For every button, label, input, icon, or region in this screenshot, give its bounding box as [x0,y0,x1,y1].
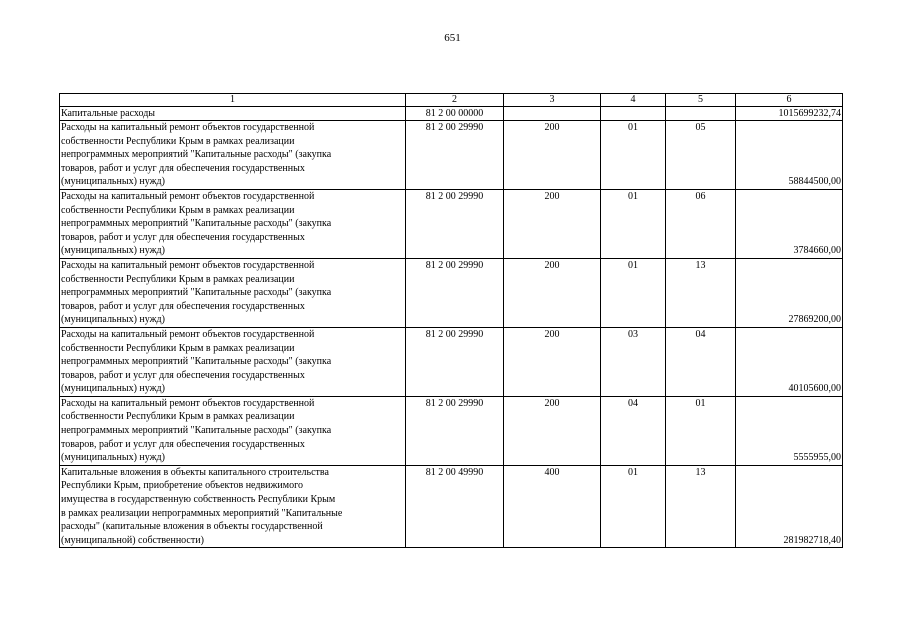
header-col-1: 1 [60,94,406,107]
header-col-4: 4 [601,94,666,107]
row-name-line: непрограммных мероприятий "Капитальные расходы" (закупка [61,149,332,161]
row-pr [666,107,736,121]
row-rz: 01 [601,189,666,258]
row-name-line: товаров, работ и услуг для обеспечения государственных [61,162,305,174]
row-name-line: (муниципальной) собственности) [61,534,204,546]
row-vr: 200 [504,258,601,327]
row-name-line: (муниципальных) нужд) [61,314,165,326]
row-amount: 3784660,00 [736,189,843,258]
row-pr: 13 [666,465,736,548]
row-name-line: непрограммных мероприятий "Капитальные расходы" (закупка [61,287,332,299]
row-name-line: Расходы на капитальный ремонт объектов государственной [61,259,315,271]
row-vr: 400 [504,465,601,548]
row-name-line: Расходы на капитальный ремонт объектов государственной [61,190,315,202]
row-code: 81 2 00 29990 [406,121,504,190]
table-row [60,107,843,121]
row-name-line: (муниципальных) нужд) [61,245,165,257]
row-name-line: собственности Республики Крым в рамках реализации [61,204,295,216]
row-name-line: (муниципальных) нужд) [61,452,165,464]
row-amount: 40105600,00 [736,327,843,396]
row-vr: 200 [504,327,601,396]
row-name-line: товаров, работ и услуг для обеспечения государственных [61,231,305,243]
row-amount: 5555955,00 [736,396,843,465]
row-name-line: собственности Республики Крым в рамках реализации [61,273,295,285]
table-row [60,189,843,258]
page-number: 651 [444,32,461,44]
row-name-line: Республики Крым, приобретение объектов недвижимого [61,480,303,492]
row-name-line: в рамках реализации непрограммных мероприятий "Капитальные [61,507,343,519]
row-rz: 01 [601,121,666,190]
row-name-line: Капитальные расходы [61,108,156,119]
row-amount: 1015699232,74 [736,107,843,121]
row-amount: 27869200,00 [736,258,843,327]
row-name-line: Капитальные вложения в объекты капитального строительства [61,466,329,478]
row-name-line: собственности Республики Крым в рамках реализации [61,342,295,354]
row-rz: 01 [601,465,666,548]
row-name-line: Расходы на капитальный ремонт объектов государственной [61,122,315,133]
row-pr: 05 [666,121,736,190]
row-pr: 13 [666,258,736,327]
row-name-line: Расходы на капитальный ремонт объектов государственной [61,397,315,409]
row-rz: 04 [601,396,666,465]
row-name-line: собственности Республики Крым в рамках реализации [61,135,295,147]
row-name [60,189,406,258]
header-col-2: 2 [406,94,504,107]
row-name-line: имущества в государственную собственность Республики Крым [61,494,336,506]
row-amount: 281982718,40 [736,465,843,548]
row-name [60,121,406,190]
row-name-line: непрограммных мероприятий "Капитальные расходы" (закупка [61,218,332,230]
row-code: 81 2 00 29990 [406,258,504,327]
row-pr: 06 [666,189,736,258]
row-name-line: непрограммных мероприятий "Капитальные расходы" (закупка [61,356,332,368]
row-name-line: (муниципальных) нужд) [61,383,165,395]
header-col-3: 3 [504,94,601,107]
table-row [60,121,843,190]
row-pr: 01 [666,396,736,465]
row-pr: 04 [666,327,736,396]
row-name-line: товаров, работ и услуг для обеспечения государственных [61,300,305,312]
row-code: 81 2 00 00000 [406,107,504,121]
table-row [60,258,843,327]
row-vr: 200 [504,121,601,190]
row-name-line: Расходы на капитальный ремонт объектов государственной [61,328,315,340]
header-col-6: 6 [736,94,843,107]
row-name-line: (муниципальных) нужд) [61,176,165,188]
row-name-line: товаров, работ и услуг для обеспечения государственных [61,438,305,450]
row-name-line: расходы" (капитальные вложения в объекты государственной [61,521,323,533]
row-name-line: непрограммных мероприятий "Капитальные расходы" (закупка [61,425,332,437]
row-name [60,327,406,396]
row-rz: 03 [601,327,666,396]
row-amount: 58844500,00 [736,121,843,190]
row-name [60,107,406,121]
budget-table [59,93,843,548]
row-rz [601,107,666,121]
row-name-line: товаров, работ и услуг для обеспечения государственных [61,369,305,381]
table-row [60,327,843,396]
row-name [60,396,406,465]
row-vr: 200 [504,189,601,258]
row-code: 81 2 00 29990 [406,396,504,465]
row-vr [504,107,601,121]
row-code: 81 2 00 49990 [406,465,504,548]
row-name [60,465,406,548]
row-name-line: собственности Республики Крым в рамках реализации [61,411,295,423]
row-rz: 01 [601,258,666,327]
row-name [60,258,406,327]
header-col-5: 5 [666,94,736,107]
table-header-row [60,94,843,107]
table-row [60,465,843,548]
row-code: 81 2 00 29990 [406,189,504,258]
table-row [60,396,843,465]
row-vr: 200 [504,396,601,465]
row-code: 81 2 00 29990 [406,327,504,396]
